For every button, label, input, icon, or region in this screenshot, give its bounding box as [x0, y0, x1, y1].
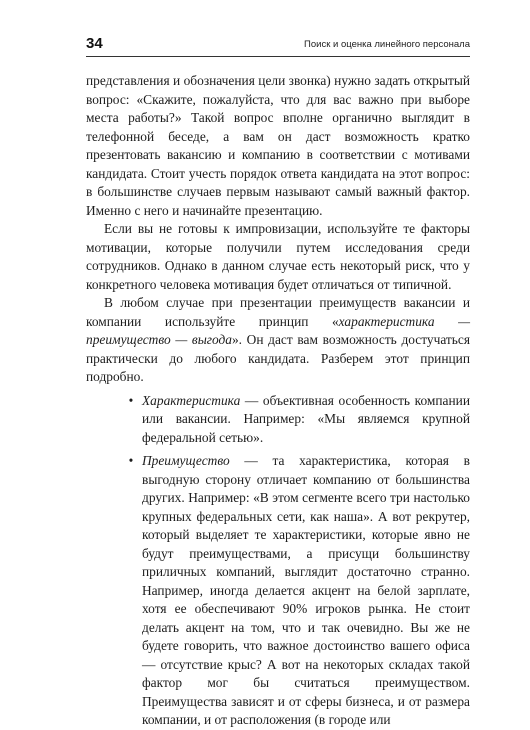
bullet-marker: •	[128, 453, 134, 468]
bullet-marker: •	[128, 392, 134, 408]
principle-text-after: ». Он даст вам возможность достучаться практически до любого кандидата. Разберем этот принцип подробно.	[86, 332, 470, 384]
bullet-item-characteristic	[86, 392, 470, 448]
bullet-item-advantage	[86, 452, 470, 730]
principle-bullet-list	[86, 392, 470, 730]
bullet-term: Характеристика	[142, 392, 241, 408]
bullet-term: Преимущество	[142, 453, 230, 468]
principle-name: характеристика — преимущество — выгода	[86, 313, 470, 347]
principle-text-before: В любом случае при презентации преимуществ вакансии и компании используйте принцип «	[86, 295, 470, 329]
page-number: 34	[86, 35, 103, 52]
paragraph-principle	[86, 294, 470, 387]
body-text	[86, 72, 470, 730]
bullet-text: — объективная особенность компании или вакансии. Например: «Мы являемся крупной федеральной сетью».	[142, 392, 470, 445]
paragraph-improvisation: Если вы не готовы к импровизации, используйте те факторы мотивации, которые получили путем исследования среди сотрудников. Однако в данном случае есть некоторый риск, что у конкретного человека мотивация будет отличаться от типичной.	[86, 221, 470, 292]
bullet-text: — та характеристика, которая в выгодную сторону отличает компанию от большинства других. Например: «В этом сегменте всего три настолько крупных федеральных сети, как наша». А вот рекрутер, который выделяет те характеристики, которые явно не будут преимуществами, а присущи большинству приличных компаний, выглядит достаточно странно. Например, иногда делается акцент на белой зарплате, хотя ее обеспечивают 90% игроков рынка. Не стоит делать акцент на том, что и так очевидно. Вы же не будете говорить, что важное достоинство вашего офиса — отсутствие крыс? А вот на некоторых складах такой фактор мог бы считаться преимуществом. Преимущества зависят и от сферы бизнеса, и от размера компании, и от расположения (в городе или	[142, 453, 470, 727]
page-header	[86, 36, 470, 57]
running-title: Поиск и оценка линейного персонала	[304, 39, 470, 50]
paragraph-question: представления и обозначения цели звонка) нужно задать открытый вопрос: «Скажите, пожалуйста, что для вас важно при выборе места работы?» Такой вопрос вполне органично выглядит в телефонной беседе, а вам он даст возможность кратко презентовать вакансию и компанию в соответствии с мотивами кандидата. Стоит учесть порядок ответа кандидата на этот вопрос: в большинстве случаев первым называют самый важный фактор. Именно с него и начинайте презентацию.	[86, 73, 470, 218]
